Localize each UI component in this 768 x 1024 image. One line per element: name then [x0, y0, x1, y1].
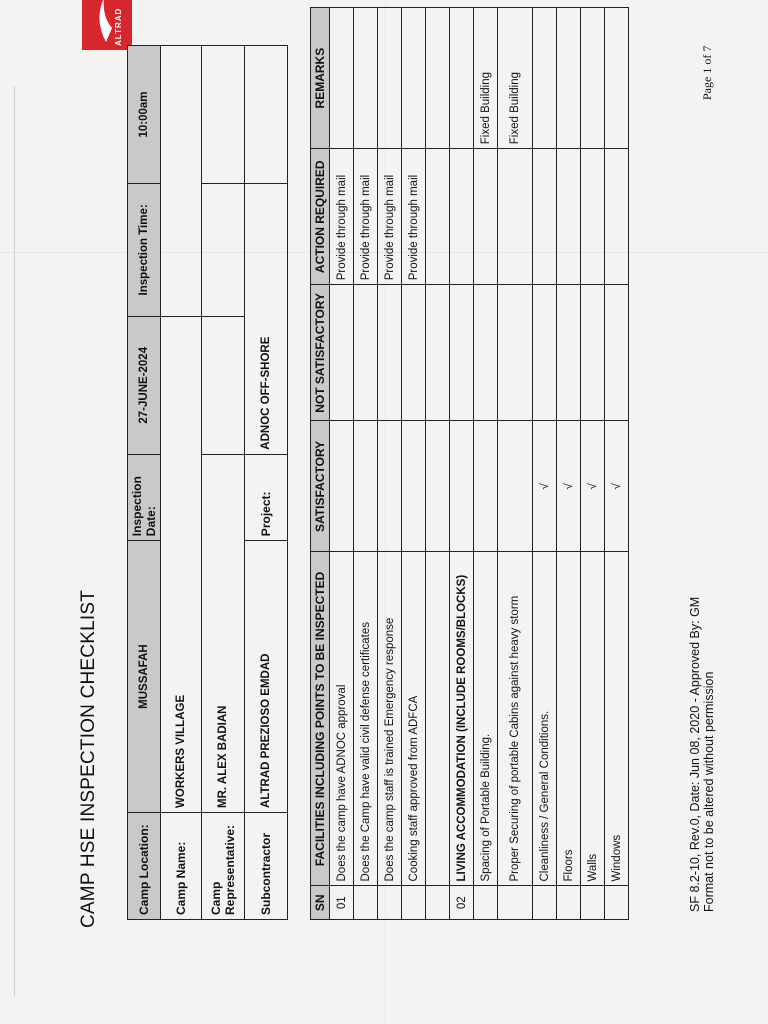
project-value: ADNOC OFF-SHORE — [245, 183, 288, 454]
logo-mark — [82, 0, 132, 50]
table-row — [533, 8, 557, 920]
row-action — [557, 149, 581, 285]
row-action — [498, 149, 533, 285]
row-not-satisfactory — [557, 285, 581, 421]
camp-name-blank — [161, 46, 202, 317]
camp-name-value: WORKERS VILLAGE — [161, 316, 202, 812]
row-sn-blank — [402, 886, 426, 920]
header-action-required: ACTION REQUIRED — [311, 149, 330, 285]
empty-cell — [450, 8, 474, 149]
row-item: Spacing of Portable Building. — [474, 552, 498, 886]
empty-cell — [426, 285, 450, 421]
row-satisfactory: √ — [605, 421, 629, 552]
camp-name-label: Camp Name: — [161, 812, 202, 919]
footer-notice: Format not to be altered without permission — [702, 671, 716, 912]
row-sn-blank — [605, 886, 629, 920]
table-row — [474, 8, 498, 920]
row-remarks: Fixed Building — [498, 8, 533, 149]
row-action — [533, 149, 557, 285]
row-sn-blank — [354, 886, 378, 920]
header-sn: SN — [311, 886, 330, 920]
row-not-satisfactory — [474, 285, 498, 421]
inspection-date-label: Inspection Date: — [128, 454, 161, 540]
header-satisfactory: SATISFACTORY — [311, 421, 330, 552]
info-row-subcontractor — [245, 46, 288, 920]
row-not-satisfactory — [402, 285, 426, 421]
row-not-satisfactory — [498, 285, 533, 421]
camp-location-value: MUSSAFAH — [128, 541, 161, 813]
row-satisfactory — [402, 421, 426, 552]
document-footer — [688, 597, 716, 912]
project-label: Project: — [245, 454, 288, 540]
row-sn-blank — [557, 886, 581, 920]
empty-cell — [426, 886, 450, 920]
row-item: Windows — [605, 552, 629, 886]
row-not-satisfactory — [581, 285, 605, 421]
page-edge — [14, 86, 15, 996]
row-remarks: Fixed Building — [474, 8, 498, 149]
camp-rep-blank-1 — [202, 316, 245, 454]
row-action — [474, 149, 498, 285]
info-row-camp-name — [161, 46, 202, 920]
row-remarks — [605, 8, 629, 149]
row-remarks — [533, 8, 557, 149]
table-row — [581, 8, 605, 920]
inspection-time-value: 10:00am — [128, 46, 161, 184]
row-item: Does the Camp have valid civil defense certificates — [354, 552, 378, 886]
table-row — [354, 8, 378, 920]
section-2-sn: 02 — [450, 886, 474, 920]
table-row — [402, 8, 426, 920]
row-not-satisfactory — [378, 285, 402, 421]
camp-info-table — [127, 45, 288, 920]
row-sn-blank — [474, 886, 498, 920]
camp-rep-label: Camp Representative: — [202, 812, 245, 919]
header-remarks: REMARKS — [311, 8, 330, 149]
inspection-checklist-table — [310, 7, 629, 920]
row-remarks — [581, 8, 605, 149]
row-item: Cooking staff approved from ADFCA — [402, 552, 426, 886]
row-not-satisfactory — [605, 285, 629, 421]
info-row-representative — [202, 46, 245, 920]
row-remarks — [330, 8, 354, 149]
row-remarks — [402, 8, 426, 149]
row-satisfactory — [498, 421, 533, 552]
row-sn-blank — [378, 886, 402, 920]
row-action — [605, 149, 629, 285]
table-row — [557, 8, 581, 920]
table-row-empty — [426, 8, 450, 920]
row-remarks — [354, 8, 378, 149]
row-item: Walls — [581, 552, 605, 886]
camp-rep-blank-2 — [202, 183, 245, 316]
section-1-sn: 01 — [330, 886, 354, 920]
row-item: Does the camp staff is trained Emergency response — [378, 552, 402, 886]
row-sn-blank — [581, 886, 605, 920]
row-not-satisfactory — [354, 285, 378, 421]
row-satisfactory — [474, 421, 498, 552]
table-row — [498, 8, 533, 920]
rotated-document-page — [70, 0, 768, 1000]
row-sn-blank — [533, 886, 557, 920]
row-satisfactory: √ — [557, 421, 581, 552]
row-item: Floors — [557, 552, 581, 886]
empty-cell — [450, 421, 474, 552]
footer-revision: SF 8.2-10, Rev.0, Date: Jun 08, 2020 - Approved By: GM — [688, 596, 702, 912]
camp-location-label: Camp Location: — [128, 812, 161, 919]
subcontractor-label: Subcontractor — [245, 812, 288, 919]
camp-rep-blank-3 — [202, 46, 245, 184]
altrad-logo — [62, 0, 142, 50]
empty-cell — [450, 149, 474, 285]
wing-icon — [82, 0, 132, 50]
empty-cell — [450, 285, 474, 421]
empty-cell — [426, 149, 450, 285]
empty-cell — [426, 8, 450, 149]
row-action: Provide through mail — [402, 149, 426, 285]
row-satisfactory — [330, 421, 354, 552]
inspection-time-label: Inspection Time: — [128, 183, 161, 316]
row-satisfactory — [378, 421, 402, 552]
row-satisfactory: √ — [581, 421, 605, 552]
section-2-header-row — [450, 8, 474, 920]
table-row — [378, 8, 402, 920]
document-title: CAMP HSE INSPECTION CHECKLIST — [78, 589, 99, 928]
table-row — [330, 8, 354, 920]
header-not-satisfactory: NOT SATISFACTORY — [311, 285, 330, 421]
row-sn-blank — [498, 886, 533, 920]
row-satisfactory — [354, 421, 378, 552]
empty-cell — [426, 552, 450, 886]
row-item: Proper Securing of portable Cabins against heavy storm — [498, 552, 533, 886]
row-action: Provide through mail — [354, 149, 378, 285]
row-item: Cleanliness / General Conditions. — [533, 552, 557, 886]
row-not-satisfactory — [533, 285, 557, 421]
info-row-location — [128, 46, 161, 920]
row-not-satisfactory — [330, 285, 354, 421]
page-number: Page 1 of 7 — [700, 45, 714, 100]
section-2-title: LIVING ACCOMMODATION (INCLUDE ROOMS/BLOCKS) — [450, 552, 474, 886]
camp-rep-value: MR. ALEX BADIAN — [202, 454, 245, 812]
empty-cell — [426, 421, 450, 552]
table-row — [605, 8, 629, 920]
row-action: Provide through mail — [330, 149, 354, 285]
header-facilities: FACILITIES INCLUDING POINTS TO BE INSPECTED — [311, 552, 330, 886]
row-action: Provide through mail — [378, 149, 402, 285]
inspection-date-value: 27-JUNE-2024 — [128, 316, 161, 454]
subcontractor-value: ALTRAD PREZIOSO EMDAD — [245, 541, 288, 813]
row-remarks — [557, 8, 581, 149]
row-action — [581, 149, 605, 285]
row-remarks — [378, 8, 402, 149]
row-item: Does the camp have ADNOC approval — [330, 552, 354, 886]
project-blank — [245, 46, 288, 184]
logo-brand: ALTRAD — [114, 7, 123, 46]
row-satisfactory: √ — [533, 421, 557, 552]
checklist-header-row — [311, 8, 330, 920]
